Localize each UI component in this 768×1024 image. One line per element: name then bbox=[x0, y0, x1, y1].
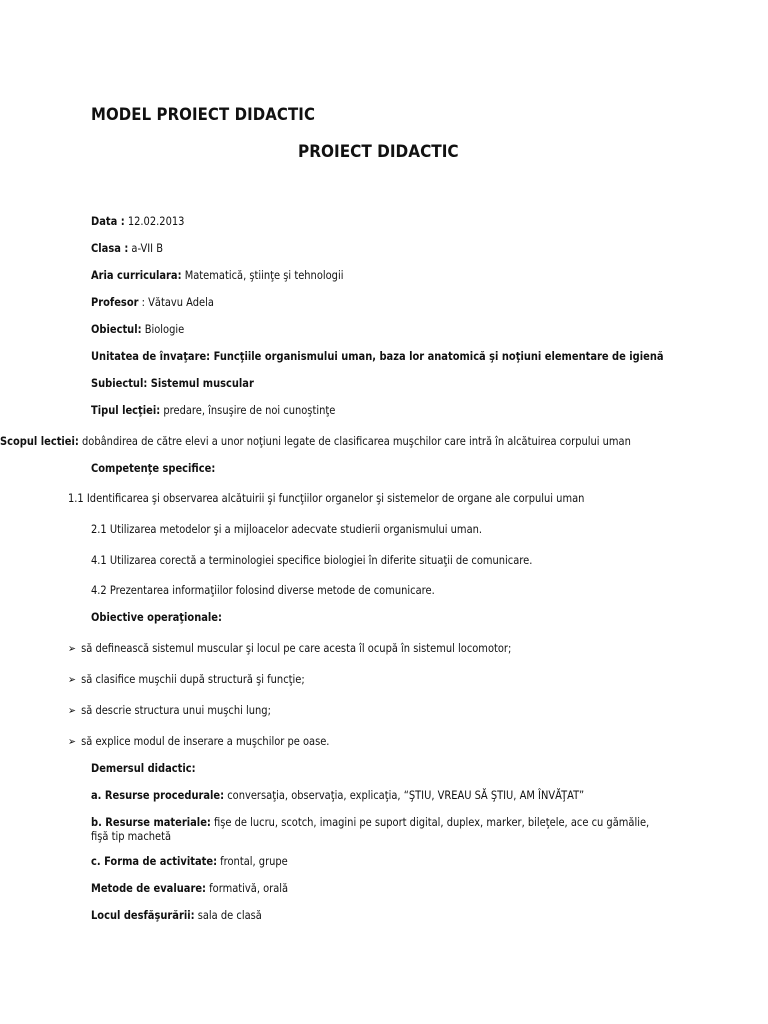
field-data-label: Data : bbox=[91, 214, 125, 228]
field-obiectul-label: Obiectul: bbox=[91, 322, 142, 336]
forma-activitate-value: frontal, grupe bbox=[217, 854, 288, 868]
field-tipul bbox=[91, 403, 335, 417]
locul-label: Locul desfăşurării: bbox=[91, 908, 195, 922]
field-clasa bbox=[91, 241, 163, 255]
obiectiv-item bbox=[68, 734, 329, 749]
field-unitatea: Unitatea de învaţare: Funcţiile organismului uman, baza lor anatomică şi noţiuni elementare de igienă bbox=[91, 349, 664, 363]
field-clasa-value: a-VII B bbox=[128, 241, 164, 255]
resurse-procedurale-value: conversaţia, observaţia, explicaţia, “ŞTIU, VREAU SĂ ŞTIU, AM ÎNVĂŢAT” bbox=[224, 788, 585, 802]
field-resurse-materiale bbox=[91, 815, 667, 843]
competente-title: Competenţe specifice: bbox=[91, 461, 216, 475]
competenta-item: 4.1 Utilizarea corectă a terminologiei specifice biologiei în diferite situaţii de comunicare. bbox=[91, 553, 533, 567]
resurse-materiale-value: fişe de lucru, scotch, imagini pe suport digital, duplex, marker, bileţele, ace cu gămălie, fişă tip machetă bbox=[91, 815, 650, 843]
arrow-bullet-icon: ➢ bbox=[68, 735, 76, 748]
obiectiv-text: să definească sistemul muscular şi locul pe care acesta îl ocupă în sistemul locomotor; bbox=[81, 641, 512, 655]
resurse-procedurale-label: a. Resurse procedurale: bbox=[91, 788, 225, 802]
obiectiv-item bbox=[68, 672, 305, 687]
document-title: PROIECT DIDACTIC bbox=[298, 142, 459, 162]
locul-value: sala de clasă bbox=[194, 908, 262, 922]
obiectiv-text: să descrie structura unui muşchi lung; bbox=[81, 703, 271, 717]
arrow-bullet-icon: ➢ bbox=[68, 673, 76, 686]
obiectiv-text: să clasifice muşchii după structură şi funcţie; bbox=[81, 672, 305, 686]
competenta-item: 2.1 Utilizarea metodelor şi a mijloacelor adecvate studierii organismului uman. bbox=[91, 522, 483, 536]
field-profesor bbox=[91, 295, 214, 309]
field-tipul-label: Tipul lecţiei: bbox=[91, 403, 161, 417]
competenta-item: 1.1 Identificarea şi observarea alcătuirii şi funcţiilor organelor şi sistemelor de organe ale corpului uman bbox=[68, 491, 585, 505]
arrow-bullet-icon: ➢ bbox=[68, 642, 76, 655]
field-clasa-label: Clasa : bbox=[91, 241, 129, 255]
field-data bbox=[91, 214, 184, 228]
forma-activitate-label: c. Forma de activitate: bbox=[91, 854, 218, 868]
field-profesor-value: : Vătavu Adela bbox=[138, 295, 214, 309]
metode-evaluare-value: formativă, orală bbox=[206, 881, 289, 895]
field-aria bbox=[91, 268, 343, 282]
field-profesor-label: Profesor bbox=[91, 295, 139, 309]
demersul-title: Demersul didactic: bbox=[91, 761, 196, 775]
obiective-title: Obiective operaţionale: bbox=[91, 610, 222, 624]
obiectiv-item bbox=[68, 703, 271, 718]
field-metode-evaluare bbox=[91, 881, 288, 895]
field-locul bbox=[91, 908, 262, 922]
field-forma-activitate bbox=[91, 854, 288, 868]
field-data-value: 12.02.2013 bbox=[124, 214, 185, 228]
field-aria-value: Matematică, ştiinţe şi tehnologii bbox=[181, 268, 344, 282]
field-obiectul bbox=[91, 322, 184, 336]
field-tipul-value: predare, însuşire de noi cunoştinţe bbox=[160, 403, 336, 417]
field-subiectul: Subiectul: Sistemul muscular bbox=[91, 376, 254, 390]
field-scopul-label: Scopul lectiei: bbox=[0, 434, 79, 448]
arrow-bullet-icon: ➢ bbox=[68, 704, 76, 717]
obiectiv-item bbox=[68, 641, 511, 656]
field-aria-label: Aria curriculara: bbox=[91, 268, 182, 282]
document-heading: MODEL PROIECT DIDACTIC bbox=[91, 105, 316, 125]
metode-evaluare-label: Metode de evaluare: bbox=[91, 881, 207, 895]
resurse-materiale-label: b. Resurse materiale: bbox=[91, 815, 211, 829]
field-scopul bbox=[0, 434, 631, 448]
competenta-item: 4.2 Prezentarea informaţiilor folosind diverse metode de comunicare. bbox=[91, 583, 435, 597]
obiectiv-text: să explice modul de inserare a muşchilor pe oase. bbox=[81, 734, 330, 748]
field-obiectul-value: Biologie bbox=[141, 322, 185, 336]
field-resurse-procedurale bbox=[91, 788, 584, 802]
field-scopul-value: dobândirea de către elevi a unor noţiuni legate de clasificarea muşchilor care intră în alcătuirea corpului uman bbox=[78, 434, 631, 448]
